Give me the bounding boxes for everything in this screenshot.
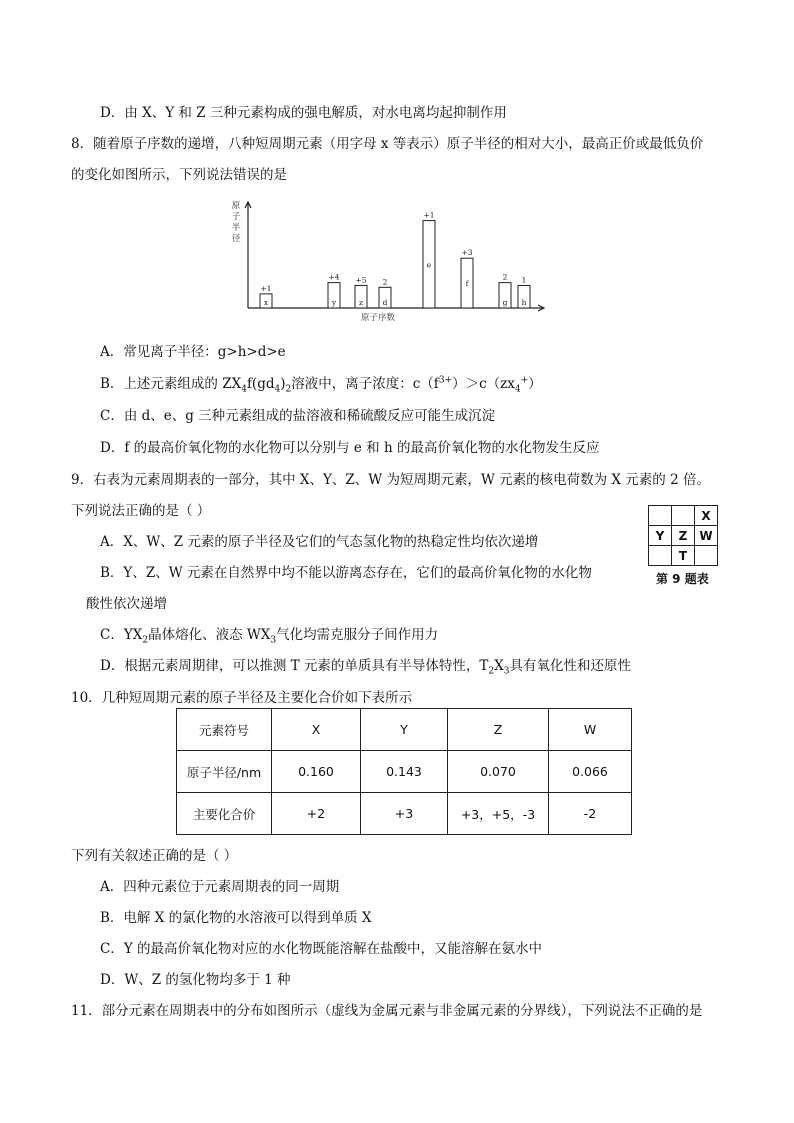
q8-b-part5: ） bbox=[528, 376, 542, 392]
table-cell: 0.066 bbox=[549, 751, 632, 793]
table-cell: +2 bbox=[272, 793, 361, 835]
q8-b-part4: ）＞c（zx bbox=[452, 376, 515, 392]
ptab-caption: 第 9 题表 bbox=[656, 572, 709, 586]
valence-label-d: 2 bbox=[382, 277, 388, 287]
q11-stem: 11．部分元素在周期表中的分布如图所示（虚线为金属元素与非金属元素的分界线），下列说法不正确的是 bbox=[71, 1003, 703, 1019]
valence-label-h: 1 bbox=[521, 275, 527, 285]
ptab-cell bbox=[649, 546, 672, 566]
ptab-cell bbox=[695, 546, 718, 566]
q8-b-part1: B．上述元素组成的 ZX bbox=[100, 376, 242, 392]
bar-label-f: f bbox=[465, 279, 469, 289]
q8-b-part3: 溶液中，离子浓度：c（f bbox=[291, 376, 439, 392]
q9-c-part3: 气化均需克服分子间作用力 bbox=[276, 627, 439, 643]
atomic-radius-chart bbox=[228, 196, 550, 326]
q9-c-part2: 晶体熔化、液态 WX bbox=[148, 627, 271, 643]
q8-option-c: C．由 d、e、g 三种元素组成的盐溶液和稀硫酸反应可能生成沉淀 bbox=[100, 408, 496, 424]
table-row bbox=[177, 793, 632, 835]
table-cell: 0.160 bbox=[272, 751, 361, 793]
q9-stem-line1: 9．右表为元素周期表的一部分，其中 X、Y、Z、W 为短周期元素，W 元素的核电荷数为 X 元素的 2 倍。 bbox=[71, 472, 710, 488]
q10-stem: 10．几种短周期元素的原子半径及主要化合价如下表所示 bbox=[71, 690, 413, 706]
q10-question: 下列有关叙述正确的是（ ） bbox=[71, 848, 238, 864]
q10-option-c: C．Y 的最高价氧化物对应的水化物既能溶解在盐酸中，又能溶解在氨水中 bbox=[100, 941, 543, 957]
table-cell: +3 bbox=[361, 793, 448, 835]
ptab-row bbox=[649, 506, 718, 526]
table-cell: Y bbox=[361, 709, 448, 751]
valence-label-z: +5 bbox=[355, 275, 367, 285]
q9-option-b-line1: B．Y、Z、W 元素在自然界中均不能以游离态存在，它们的最高价氧化物的水化物 bbox=[100, 565, 592, 581]
valence-label-g: 2 bbox=[502, 272, 508, 282]
table-row bbox=[177, 751, 632, 793]
q7-option-d: D．由 X、Y 和 Z 三种元素构成的强电解质，对水电离均起抑制作用 bbox=[100, 105, 507, 121]
q10-option-b: B．电解 X 的氯化物的水溶液可以得到单质 X bbox=[100, 910, 372, 926]
bar-label-g: g bbox=[502, 298, 508, 307]
table-cell: Z bbox=[448, 709, 549, 751]
table-cell: 0.143 bbox=[361, 751, 448, 793]
q9-d-part1: D．根据元素周期律，可以推测 T 元素的单质具有半导体特性，T bbox=[100, 658, 489, 674]
table-cell: 元素符号 bbox=[177, 709, 272, 751]
q10-option-d: D．W、Z 的氢化物均多于 1 种 bbox=[100, 972, 291, 988]
q9-option-c: C．$YX_2$晶体熔化、液态 $WX_3$气化均需克服分子间作用力 bbox=[100, 627, 439, 646]
q8-option-d: D．f 的最高价氧化物的水化物可以分别与 e 和 h 的最高价氧化物的水化物发生反应 bbox=[100, 440, 600, 456]
y-axis-label-char: 子 bbox=[231, 212, 241, 222]
table-cell: W bbox=[549, 709, 632, 751]
valence-label-f: +3 bbox=[461, 248, 473, 258]
table-cell: 原子半径/nm bbox=[177, 751, 272, 793]
ptab-cell: T bbox=[672, 546, 695, 566]
ptab-row bbox=[649, 526, 718, 546]
chart-svg bbox=[228, 196, 550, 326]
y-axis-label-char: 径 bbox=[231, 234, 241, 244]
bar-label-z: z bbox=[359, 298, 363, 307]
valence-label-e: +1 bbox=[423, 210, 435, 220]
bar-label-h: h bbox=[521, 298, 527, 307]
bar-label-y: y bbox=[331, 298, 337, 307]
valence-label-y: +4 bbox=[328, 272, 340, 282]
q8-stem-line1: 8．随着原子序数的递增，八种短周期元素（用字母 x 等表示）原子半径的相对大小，最高正价或最低负价 bbox=[71, 136, 704, 152]
table-cell: +3，+5，-3 bbox=[448, 793, 549, 835]
q9-option-d: D．根据元素周期律，可以推测 T 元素的单质具有半导体特性，$T_2X_3$具有氧化性和还原性 bbox=[100, 658, 632, 677]
bar-label-d: d bbox=[382, 298, 388, 307]
ptab-cell: Z bbox=[672, 526, 695, 546]
q8-b-part2: f(gd bbox=[246, 376, 275, 392]
ptab-cell: W bbox=[695, 526, 718, 546]
q9-option-a: A．X、W、Z 元素的原子半径及它们的气态氢化物的热稳定性均依次递增 bbox=[100, 534, 539, 550]
element-data-table bbox=[176, 708, 632, 835]
ptab-cell: Y bbox=[649, 526, 672, 546]
ptab-cell bbox=[649, 506, 672, 526]
q9-d-part2: X bbox=[494, 658, 504, 674]
x-axis-label: 原子序数 bbox=[360, 313, 396, 323]
q9-stem-line2: 下列说法正确的是（ ） bbox=[71, 503, 211, 519]
table-cell: 0.070 bbox=[448, 751, 549, 793]
y-axis-label-char: 半 bbox=[231, 223, 241, 233]
q9-d-part3: 具有氧化性和还原性 bbox=[509, 658, 632, 674]
table-cell: 主要化合价 bbox=[177, 793, 272, 835]
q8-option-b: B．上述元素组成的 $ZX_4f(gd_4)_2$溶液中，离子浓度：$c(f^{3+})>c(zx_4^+)$ bbox=[100, 375, 542, 395]
q8-option-a: A．常见离子半径：g>h>d>e bbox=[100, 344, 286, 360]
q9-c-part1: C．YX bbox=[100, 627, 143, 643]
periodic-table-fragment bbox=[648, 505, 718, 566]
q8-stem-line2: 的变化如图所示，下列说法错误的是 bbox=[71, 167, 287, 183]
q10-option-a: A．四种元素位于元素周期表的同一周期 bbox=[100, 879, 340, 895]
ptab-cell: X bbox=[695, 506, 718, 526]
bar-label-e: e bbox=[426, 260, 432, 270]
q9-option-b-line2: 酸性依次递增 bbox=[86, 596, 167, 612]
y-axis-label-char: 原 bbox=[231, 201, 241, 211]
bar-label-x: x bbox=[263, 298, 269, 307]
table-header-row bbox=[177, 709, 632, 751]
table-cell: -2 bbox=[549, 793, 632, 835]
ptab-cell bbox=[672, 506, 695, 526]
ptab-row bbox=[649, 546, 718, 566]
valence-label-x: +1 bbox=[260, 283, 272, 293]
table-cell: X bbox=[272, 709, 361, 751]
